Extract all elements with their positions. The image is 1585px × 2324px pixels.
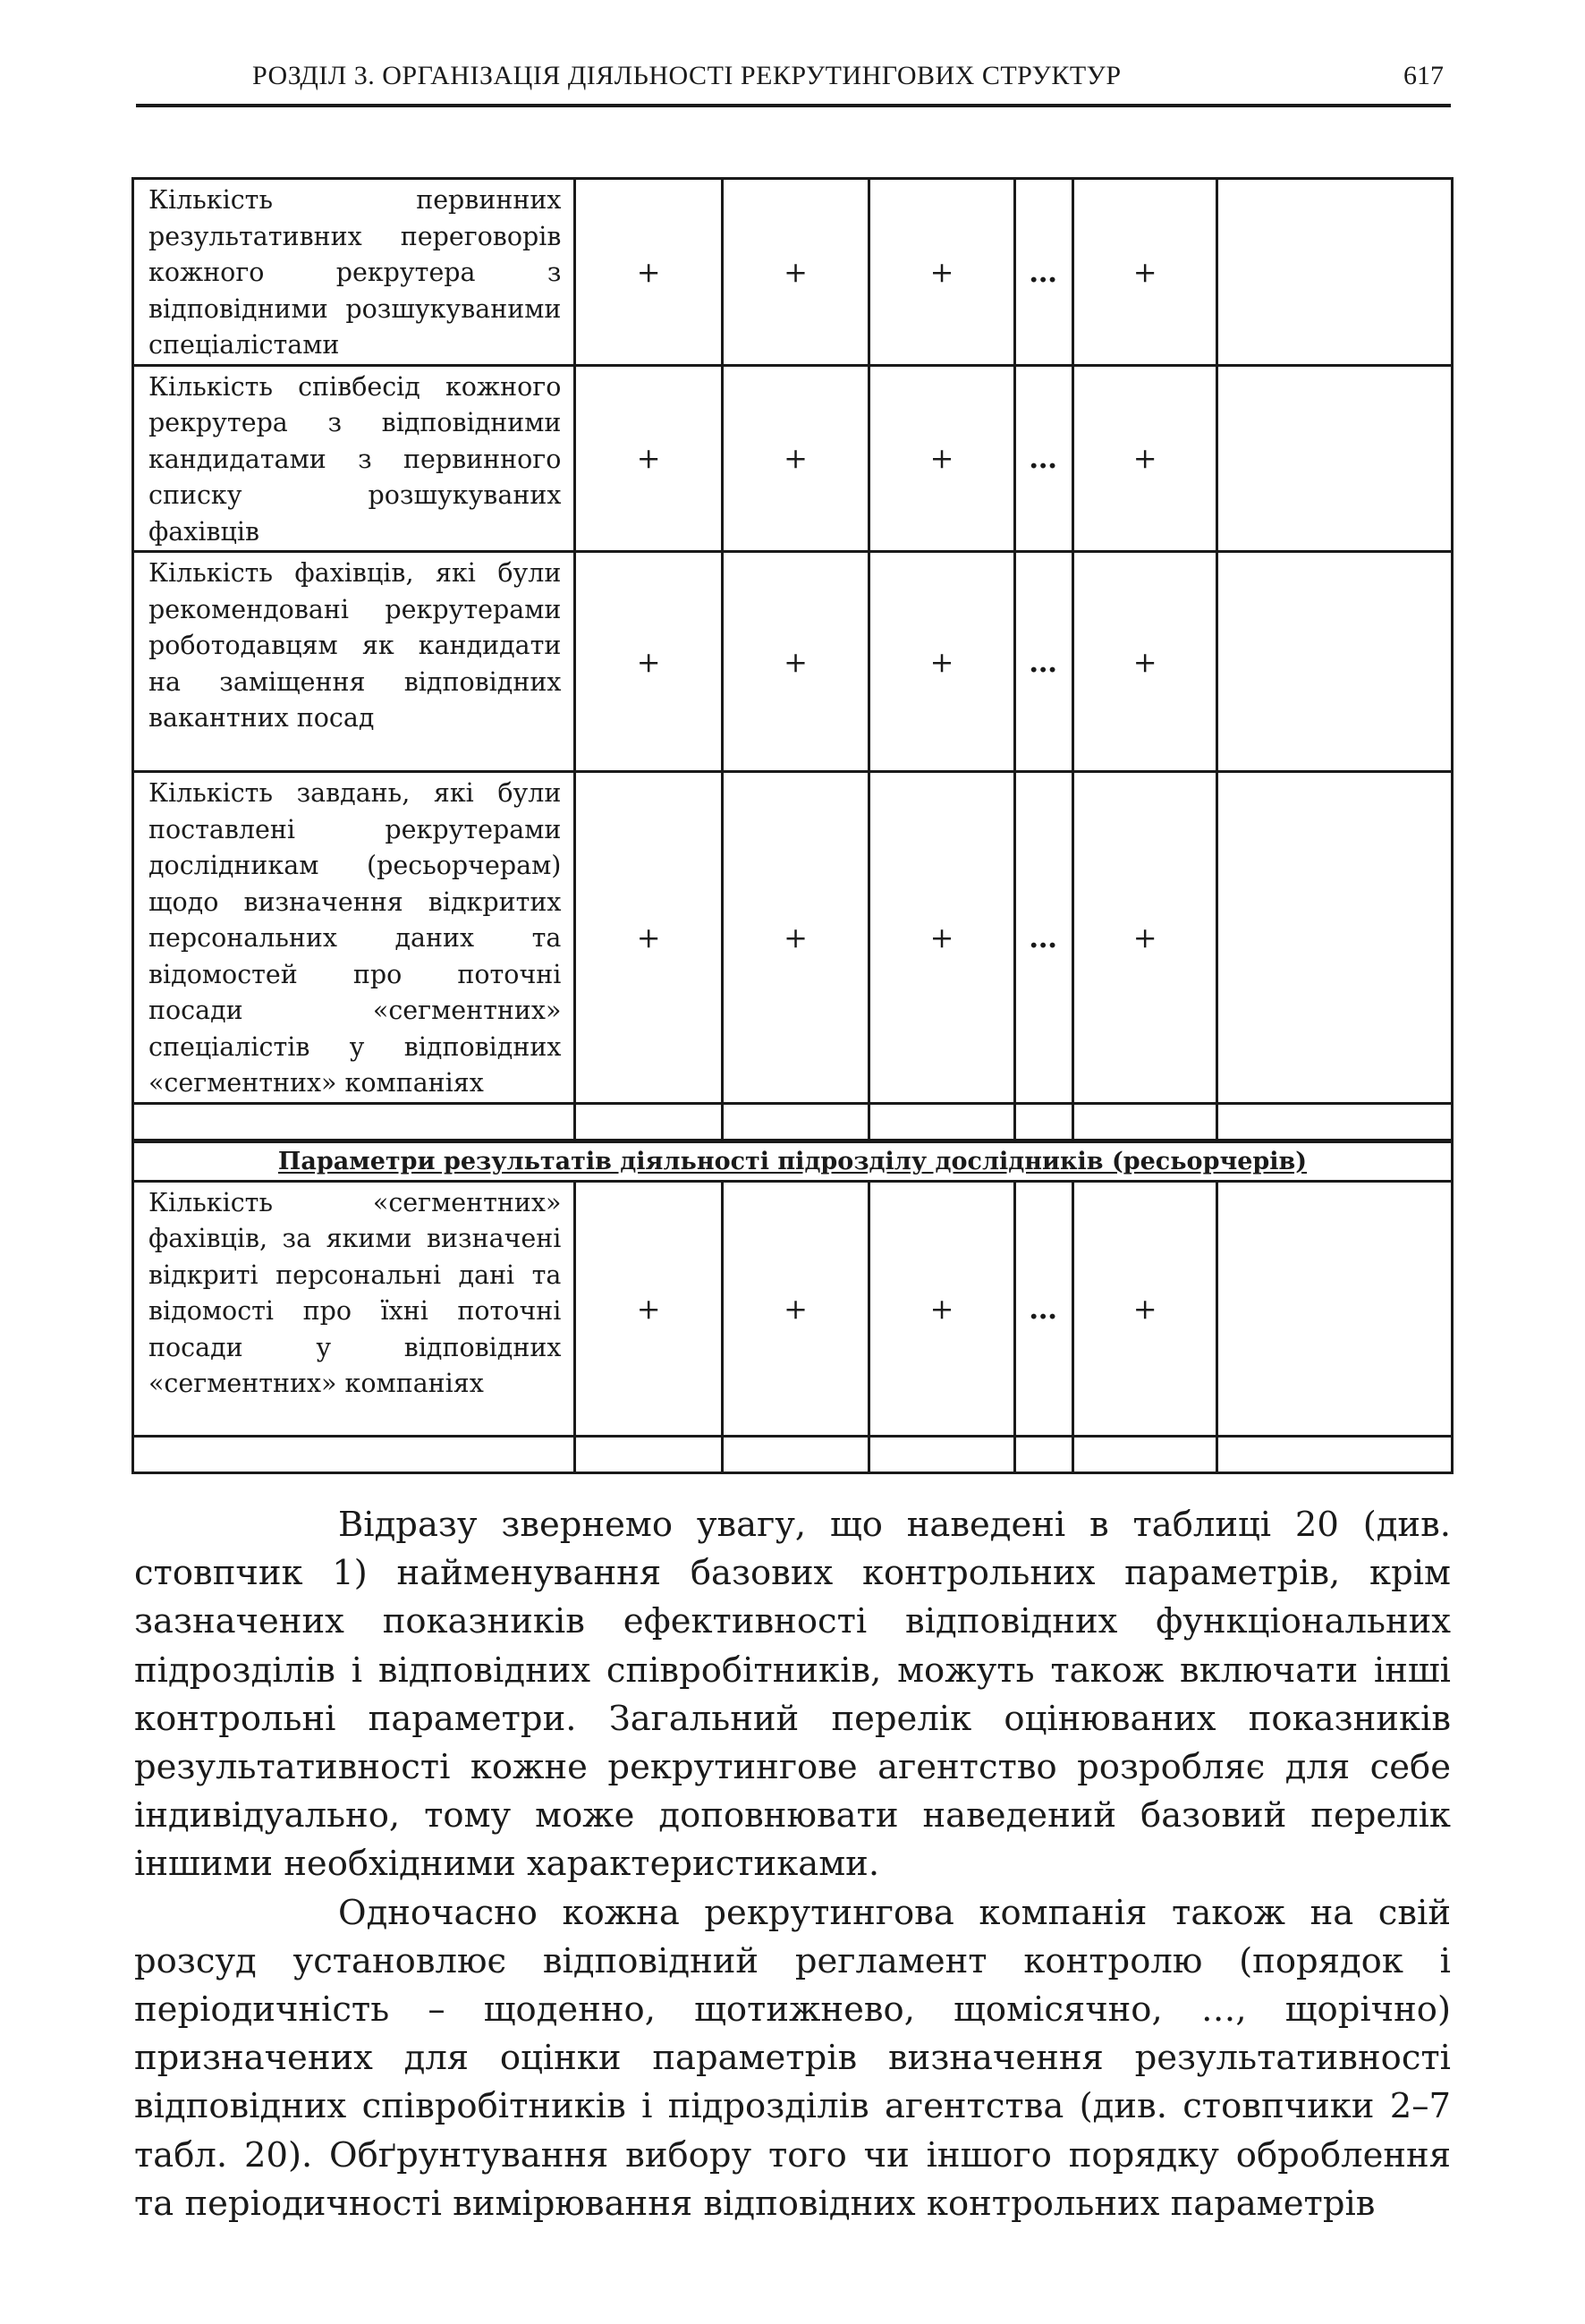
table-cell: + bbox=[722, 1181, 869, 1436]
row-label: Кількість завдань, які були поставлені рекрутерами дослідникам (ресьорчерам) щодо визначення відкритих персональних даних та відомостей про поточні посади «сегментних» спеціалістів у відповідних «сегментних» компаніях bbox=[133, 772, 575, 1104]
table-cell: … bbox=[1014, 552, 1073, 772]
table-cell bbox=[1216, 179, 1452, 366]
paragraph: Відразу звернемо увагу, що наведені в таблиці 20 (див. стовпчик 1) найменування базових контрольних параметрів, крім зазначених показників ефективності відповідних функціональних підрозділів і відповідних співробітників, можуть також включати інші контрольні параметри. Загальний перелік оцінюваних показників результативності кожне рекрутингове агентство розробляє для себе індивідуально, тому може доповнювати наведений базовий перелік іншими необхідними характеристиками. bbox=[134, 1505, 1451, 1885]
table-cell: + bbox=[575, 552, 722, 772]
table-cell bbox=[575, 1103, 722, 1141]
row-label: Кількість фахівців, які були рекомендовані рекрутерами роботодавцям як кандидати на заміщення відповідних вакантних посад bbox=[133, 552, 575, 772]
section-header-row bbox=[133, 1141, 1453, 1181]
table-cell: + bbox=[869, 179, 1014, 366]
table-cell bbox=[722, 1436, 869, 1472]
table-cell bbox=[1216, 1181, 1452, 1436]
page-number: 617 bbox=[1403, 61, 1444, 90]
table-cell bbox=[575, 1436, 722, 1472]
table-cell: + bbox=[722, 772, 869, 1104]
table-cell bbox=[1073, 1436, 1216, 1472]
table-cell bbox=[1073, 1103, 1216, 1141]
table-cell: … bbox=[1014, 179, 1073, 366]
table-cell bbox=[1216, 1436, 1452, 1472]
table-cell bbox=[1014, 1436, 1073, 1472]
table-row bbox=[133, 179, 1453, 366]
table-row-empty bbox=[133, 1436, 1453, 1472]
table-row-empty bbox=[133, 1103, 1453, 1141]
table-cell: + bbox=[869, 365, 1014, 552]
table-cell: … bbox=[1014, 365, 1073, 552]
table-cell bbox=[1216, 365, 1452, 552]
running-title: РОЗДІЛ 3. ОРГАНІЗАЦІЯ ДІЯЛЬНОСТІ РЕКРУТИНГОВИХ СТРУКТУР bbox=[252, 61, 1122, 90]
table-row bbox=[133, 1181, 1453, 1436]
table-cell: + bbox=[869, 552, 1014, 772]
row-label: Кількість «сегментних» фахівців, за якими визначені відкриті персональні дані та відомості про їхні поточні посади у відповідних «сегментних» компаніях bbox=[133, 1181, 575, 1436]
table-cell: + bbox=[722, 365, 869, 552]
table-cell bbox=[133, 1436, 575, 1472]
table-cell: + bbox=[869, 772, 1014, 1104]
table-cell: + bbox=[575, 772, 722, 1104]
body-text bbox=[134, 1501, 1451, 2228]
table-cell: + bbox=[1073, 1181, 1216, 1436]
table-cell bbox=[1216, 552, 1452, 772]
parameters-table bbox=[131, 177, 1454, 1474]
table-cell bbox=[869, 1436, 1014, 1472]
table-cell bbox=[869, 1103, 1014, 1141]
table-cell: + bbox=[575, 1181, 722, 1436]
table-cell: + bbox=[575, 179, 722, 366]
row-label: Кількість співбесід кожного рекрутера з відповідними кандидатами з первинного списку розшукуваних фахівців bbox=[133, 365, 575, 552]
page-header bbox=[136, 55, 1451, 107]
table-cell: + bbox=[1073, 179, 1216, 366]
table-cell: + bbox=[1073, 552, 1216, 772]
row-label: Кількість первинних результативних переговорів кожного рекрутера з відповідними розшукуваними спеціалістами bbox=[133, 179, 575, 366]
paragraph: Одночасно кожна рекрутингова компанія також на свій розсуд установлює відповідний регламент контролю (порядок і періодичність – щоденно, щотижнево, щомісячно, …, щорічно) призначених для оцінки параметрів визначення результативності відповідних співробітників і підрозділів агентства (див. стовпчики 2–7 табл. 20). Обґрунтування вибору того чи іншого порядку оброблення та періодичності вимірювання відповідних контрольних параметрів bbox=[134, 1892, 1451, 2224]
table-cell: … bbox=[1014, 1181, 1073, 1436]
table-cell: + bbox=[722, 552, 869, 772]
table-row bbox=[133, 772, 1453, 1104]
table-cell bbox=[1216, 1103, 1452, 1141]
table-cell: … bbox=[1014, 772, 1073, 1104]
table-cell: + bbox=[575, 365, 722, 552]
table-cell: + bbox=[1073, 772, 1216, 1104]
table-cell: + bbox=[1073, 365, 1216, 552]
table-cell bbox=[722, 1103, 869, 1141]
table-cell: + bbox=[869, 1181, 1014, 1436]
section-title: Параметри результатів діяльності підрозділу дослідників (ресьорчерів) bbox=[133, 1141, 1453, 1181]
table-cell bbox=[133, 1103, 575, 1141]
table-row bbox=[133, 365, 1453, 552]
table-cell: + bbox=[722, 179, 869, 366]
table-cell bbox=[1014, 1103, 1073, 1141]
table-row bbox=[133, 552, 1453, 772]
table-cell bbox=[1216, 772, 1452, 1104]
